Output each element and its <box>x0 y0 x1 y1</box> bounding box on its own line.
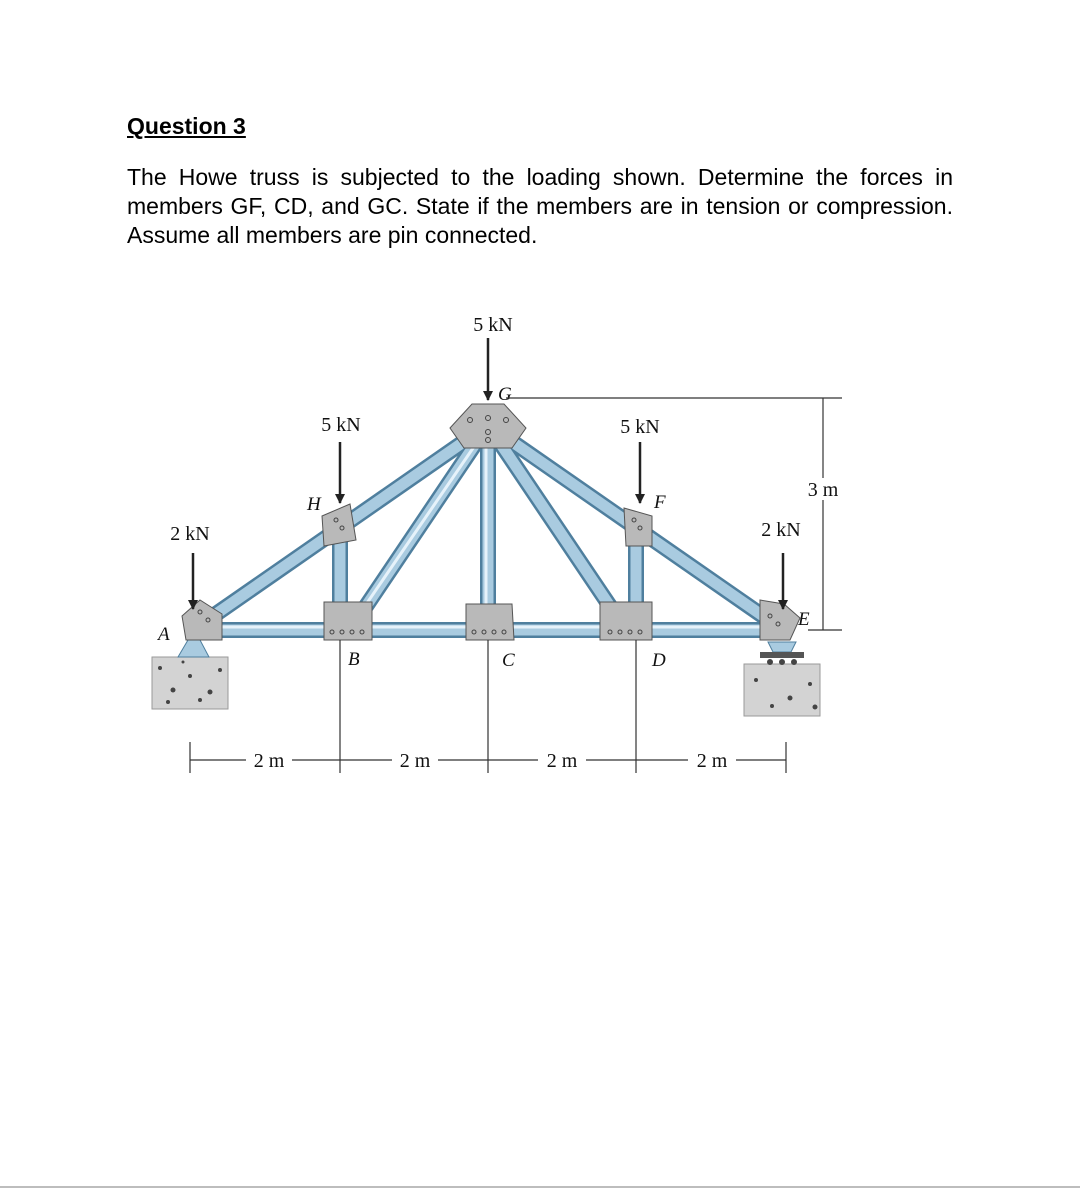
load-label-E: 2 kN <box>761 519 801 541</box>
span-label-4: 2 m <box>696 750 728 772</box>
point-label-G: G <box>498 384 512 405</box>
right-support <box>744 642 820 716</box>
left-support <box>152 640 228 709</box>
point-label-B: B <box>348 649 360 670</box>
load-label-H: 5 kN <box>321 414 361 436</box>
load-label-G: 5 kN <box>473 314 513 336</box>
point-label-E: E <box>798 609 810 630</box>
point-label-C: C <box>502 650 515 671</box>
load-label-A: 2 kN <box>170 523 210 545</box>
gusset-C <box>466 604 514 640</box>
span-label-3: 2 m <box>546 750 578 772</box>
question-heading: Question 3 <box>127 113 246 139</box>
point-label-H: H <box>307 494 321 515</box>
members <box>193 425 783 630</box>
point-label-D: D <box>652 650 666 671</box>
gusset-G <box>450 404 526 448</box>
member-GD <box>488 425 626 630</box>
height-dimension-label: 3 m <box>807 479 839 501</box>
gusset-H <box>322 504 356 546</box>
point-label-A: A <box>158 624 170 645</box>
span-label-1: 2 m <box>253 750 285 772</box>
gusset-E <box>760 600 800 640</box>
question-text: The Howe truss is subjected to the loading shown. Determine the forces in members GF, CD, and GC. State if the members are in tension or compression. Assume all members are pin connected. <box>127 164 953 248</box>
load-label-F: 5 kN <box>620 416 660 438</box>
span-label-2: 2 m <box>399 750 431 772</box>
page-bottom-border <box>0 1186 1080 1188</box>
gusset-D <box>600 602 652 640</box>
point-label-F: F <box>654 492 666 513</box>
